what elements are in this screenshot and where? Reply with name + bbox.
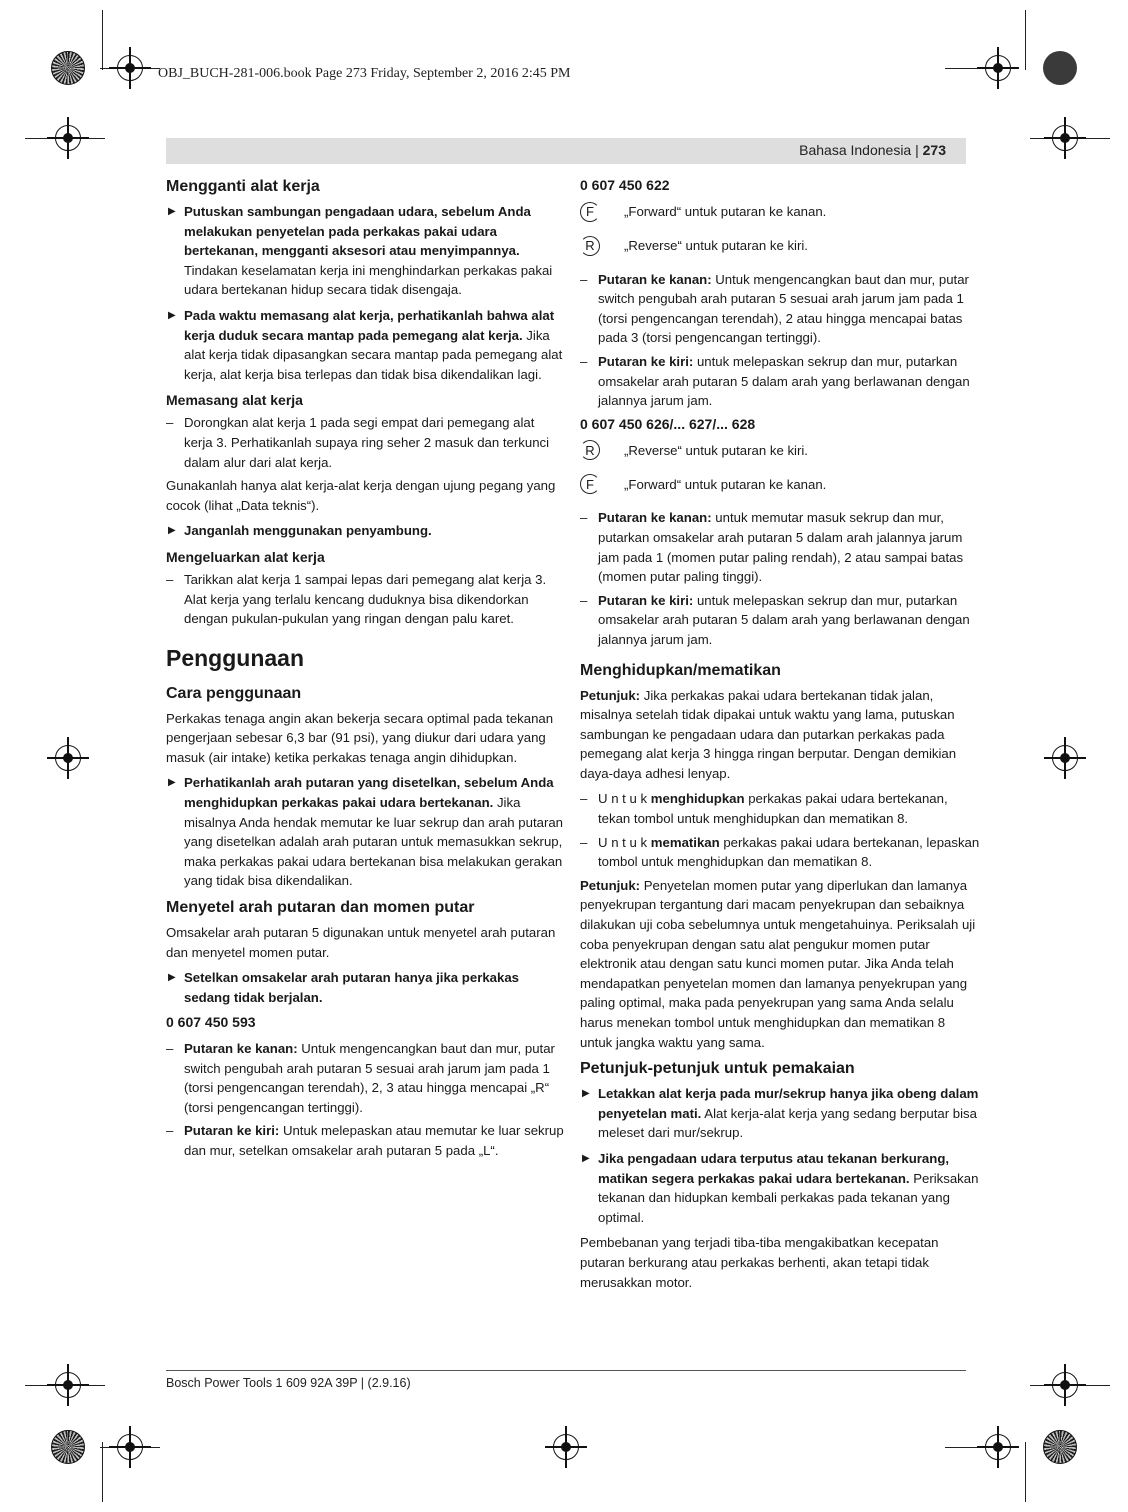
file-header: OBJ_BUCH-281-006.book Page 273 Friday, September 2, 2016 2:45 PM <box>158 66 571 81</box>
dash-item <box>166 570 566 629</box>
paragraph: Gunakanlah hanya alat kerja-alat kerja dengan ujung pegang yang cocok (lihat „Data teknis“). <box>166 478 556 513</box>
page-footer: Bosch Power Tools 1 609 92A 39P | (2.9.16) <box>166 1376 411 1390</box>
color-registration-icon <box>1043 1430 1077 1464</box>
note-text: Penyetelan momen putar yang diperlukan dan lamanya penyekrupan tergantung dari macam penyekrupan dan sebaiknya dilakukan uji coba sebelumnya untuk mengetahuinya. Periksalah uji coba penyekrupan dengan satu alat pengukur momen putar elektronik atau dengan satu kunci momen putar. Jika Anda telah mendapatkan penyetelan momen dan lamanya penyekrupan yang paling optimal, maka pada penyekrupan yang sama Anda selalu harus menekan tombol untuk menghidupkan dan mematikan 8 untuk jangka waktu yang sama. <box>580 877 976 1050</box>
registration-mark-icon <box>55 125 81 151</box>
dash-prefix: U n t u k <box>598 791 651 807</box>
registration-mark-icon <box>1052 125 1078 151</box>
dash-item <box>580 508 980 586</box>
color-registration-icon <box>51 1430 85 1464</box>
section-title: Menyetel arah putaran dan momen putar <box>166 899 475 917</box>
dash-text: untuk melepaskan sekrup dan mur, putarkan omsakelar arah putaran 5 dalam arah yang berlawanan dengan jalannya jarum jam. <box>598 353 970 409</box>
crop-line <box>1025 1442 1026 1502</box>
dash-text: untuk memutar masuk sekrup dan mur, putarkan omsakelar arah putaran 5 dalam arah jalannya jarum jam pada 1 (momen putar paling rendah), 2 atau sampai batas (momen putar paling tinggi). <box>598 510 964 585</box>
paragraph: Perkakas tenaga angin akan bekerja secara optimal pada tekanan pengerjaan sebesar 6,3 bar (91 psi), yang diukur dari udara yang masuk (air intake) ketika perkakas tenaga angin dihidupkan. <box>166 710 554 765</box>
direction-row <box>580 474 980 494</box>
bullet-bold: Pada waktu memasang alat kerja, perhatikanlah bahwa alat kerja duduk secara mantap pada pemegang alat kerja. <box>184 307 555 343</box>
page-number: 273 <box>922 142 946 158</box>
triangle-bullet-icon: ▶ <box>168 309 176 321</box>
left-column <box>166 176 566 1165</box>
reverse-rotation-icon: R <box>580 440 600 460</box>
dash-icon: – <box>166 1123 174 1139</box>
triangle-bullet-icon: ▶ <box>168 525 176 537</box>
dash-icon: – <box>166 415 174 431</box>
dash-icon: – <box>580 353 588 369</box>
bullet-text: Jika alat kerja tidak dipasangkan secara mantap pada pemegang alat kerja, alat kerja bisa terlepas dan tidak bisa dikendalikan lagi. <box>184 327 563 382</box>
dash-prefix: U n t u k <box>598 834 651 850</box>
right-column <box>580 176 980 1298</box>
direction-row <box>580 202 980 222</box>
registration-mark-icon <box>1052 745 1078 771</box>
dash-bold: Putaran ke kanan: <box>598 510 712 526</box>
bullet-bold: Perhatikanlah arah putaran yang disetelkan, sebelum Anda menghidupkan perkakas pakai udara bertekanan. <box>184 775 554 811</box>
direction-row <box>580 236 980 256</box>
dash-bold: menghidupkan <box>650 791 745 807</box>
direction-row <box>580 440 980 460</box>
triangle-bullet-icon: ▶ <box>168 777 176 789</box>
registration-mark-icon <box>55 1372 81 1398</box>
product-code: 0 607 450 593 <box>166 1014 256 1031</box>
header-separator: | <box>911 142 923 158</box>
dash-icon: – <box>580 791 588 807</box>
registration-mark-icon <box>985 1434 1011 1460</box>
warning-bullet <box>166 968 566 1007</box>
color-registration-icon <box>51 51 85 85</box>
dash-item <box>166 413 566 472</box>
registration-mark-icon <box>117 55 143 81</box>
dash-icon: – <box>580 592 588 608</box>
section-title: Mengganti alat kerja <box>166 178 320 195</box>
triangle-bullet-icon: ▶ <box>168 972 176 984</box>
registration-mark-icon <box>985 55 1011 81</box>
dash-text: Untuk melepaskan atau memutar ke luar sekrup dan mur, setelkan omsakelar arah putaran 5 pada „L“. <box>184 1123 564 1158</box>
dash-icon: – <box>580 510 588 526</box>
bullet-bold: Setelkan omsakelar arah putaran hanya jika perkakas sedang tidak berjalan. <box>184 970 519 1005</box>
triangle-bullet-icon: ▶ <box>168 206 176 217</box>
direction-text: „Forward“ untuk putaran ke kanan. <box>624 203 827 219</box>
dash-item <box>580 789 980 828</box>
paragraph: Pembebanan yang terjadi tiba-tiba mengakibatkan kecepatan putaran berkurang atau perkakas berhenti, akan tetapi tidak merusakkan motor. <box>580 1235 939 1290</box>
dash-text: Tarikkan alat kerja 1 sampai lepas dari pemegang alat kerja 3. Alat kerja yang terlalu kencang duduknya bisa dikendorkan dengan pukulan-pukulan yang ringan dengan palu karet. <box>184 571 547 627</box>
bullet-text: Alat kerja-alat kerja yang sedang berputar bisa meleset dari mur/sekrup. <box>598 1105 977 1141</box>
warning-bullet <box>166 773 566 891</box>
bullet-text: Jika misalnya Anda hendak memutar ke luar sekrup dan arah putaran yang disetelkan adalah arah putaran untuk memasukkan sekrup, maka perkakas pakai udara bertekanan bisa melakukan gerakan yang tidak bisa dikendalikan. <box>184 795 563 889</box>
dash-item <box>580 352 980 411</box>
crop-line <box>1025 10 1026 70</box>
warning-bullet <box>166 521 566 541</box>
warning-bullet <box>580 1084 980 1143</box>
direction-text: „Reverse“ untuk putaran ke kiri. <box>624 237 808 253</box>
bullet-bold: Putuskan sambungan pengadaan udara, sebelum Anda melakukan penyetelan pada perkakas pakai udara bertekanan, mengganti aksesori atau menyimpannya. <box>184 204 531 259</box>
header-language: Bahasa Indonesia <box>799 142 912 158</box>
dash-item <box>166 1121 566 1160</box>
dash-item <box>580 833 980 872</box>
bullet-bold: Letakkan alat kerja pada mur/sekrup hanya jika obeng dalam penyetelan mati. <box>598 1086 979 1121</box>
bullet-bold: Janganlah menggunakan penyambung. <box>184 523 432 539</box>
paragraph: Omsakelar arah putaran 5 digunakan untuk menyetel arah putaran dan menyetel momen putar. <box>166 925 556 960</box>
direction-text: „Forward“ untuk putaran ke kanan. <box>624 476 827 492</box>
density-patch-icon <box>1043 51 1077 85</box>
product-code: 0 607 450 622 <box>580 177 670 193</box>
bullet-bold: Jika pengadaan udara terputus atau tekanan berkurang, matikan segera perkakas pakai udara bertekanan. <box>598 1150 950 1186</box>
dash-bold: Putaran ke kanan: <box>184 1041 298 1056</box>
triangle-bullet-icon: ▶ <box>582 1088 590 1100</box>
dash-text: perkakas pakai udara bertekanan, lepaskan tombol untuk menghidupkan dan mematikan 8. <box>598 834 980 870</box>
dash-text: perkakas pakai udara bertekanan, tekan tombol untuk menghidupkan dan mematikan 8. <box>598 791 948 827</box>
reverse-rotation-icon: R <box>580 236 600 256</box>
registration-mark-icon <box>55 745 81 771</box>
subsection-title: Mengeluarkan alat kerja <box>166 548 325 565</box>
dash-icon: – <box>580 271 588 287</box>
page-header-text <box>799 142 946 158</box>
dash-text: Untuk mengencangkan baut dan mur, putar switch pengubah arah putaran 5 sesuai arah jarum jam pada 1 (torsi pengencangan terendah), 2, 3 atau hingga mencapai „R“ (torsi pengencangan tertinggi). <box>184 1041 555 1115</box>
dash-icon: – <box>166 1041 174 1056</box>
dash-item <box>580 591 980 650</box>
section-title: Menghidupkan/mematikan <box>580 661 781 679</box>
bullet-text: Periksakan tekanan dan hidupkan kembali perkakas pada tekanan yang optimal. <box>598 1170 979 1225</box>
warning-bullet <box>580 1149 980 1227</box>
dash-text: untuk melepaskan sekrup dan mur, putarkan omsakelar arah putaran 5 dalam arah yang berlawanan dengan jalannya jarum jam. <box>598 592 970 647</box>
dash-bold: Putaran ke kiri: <box>184 1123 280 1139</box>
page-header <box>166 138 966 164</box>
dash-bold: Putaran ke kiri: <box>598 592 694 608</box>
crop-line <box>102 1442 103 1502</box>
section-title: Cara penggunaan <box>166 684 302 702</box>
footer-divider <box>166 1370 966 1371</box>
dash-bold: Putaran ke kiri: <box>598 353 694 369</box>
dash-item <box>166 1039 566 1117</box>
forward-rotation-icon: F <box>580 202 600 222</box>
dash-text: Dorongkan alat kerja 1 pada segi empat dari pemegang alat kerja 3. Perhatikanlah supaya ring seher 2 masuk dan terkunci dalam alur dari alat kerja. <box>184 415 550 470</box>
product-code: 0 607 450 626/... 627/... 628 <box>580 415 756 432</box>
registration-mark-icon <box>553 1434 579 1460</box>
triangle-bullet-icon: ▶ <box>582 1152 590 1164</box>
forward-rotation-icon: F <box>580 474 600 494</box>
dash-icon: – <box>166 571 174 587</box>
dash-bold: Putaran ke kanan: <box>598 271 712 287</box>
subsection-title: Memasang alat kerja <box>166 392 303 409</box>
note-label: Petunjuk: <box>580 877 641 893</box>
dash-icon: – <box>580 834 588 850</box>
warning-bullet <box>166 306 566 384</box>
registration-mark-icon <box>117 1434 143 1460</box>
paragraph <box>580 686 980 784</box>
note-text: Jika perkakas pakai udara bertekanan tidak jalan, misalnya setelah tidak dipakai untuk waktu yang lama, putuskan sambungan ke pengadaan udara dan putarkan perkakas pada pemegang alat kerja 3 hingga ringan berputar. Dengan demikian daya-daya adhesi lenyap. <box>580 687 957 781</box>
direction-text: „Reverse“ untuk putaran ke kiri. <box>624 442 808 458</box>
chapter-title: Penggunaan <box>166 644 305 671</box>
warning-bullet <box>166 202 566 300</box>
crop-line <box>102 10 103 70</box>
registration-mark-icon <box>1052 1372 1078 1398</box>
dash-text: Untuk mengencangkan baut dan mur, putar switch pengubah arah putaran 5 sesuai arah jarum jam pada 1 (torsi pengencangan terendah), 2 atau hingga mencapai batas pada 3 (torsi pengencangan tertinggi). <box>598 271 969 346</box>
dash-item <box>580 270 980 348</box>
note-label: Petunjuk: <box>580 687 641 703</box>
dash-bold: mematikan <box>650 834 720 850</box>
section-title: Petunjuk-petunjuk untuk pemakaian <box>580 1060 855 1078</box>
bullet-text: Tindakan keselamatan kerja ini menghindarkan perkakas pakai udara bertekanan hidup secara tidak disengaja. <box>184 262 553 298</box>
paragraph <box>580 876 980 1052</box>
